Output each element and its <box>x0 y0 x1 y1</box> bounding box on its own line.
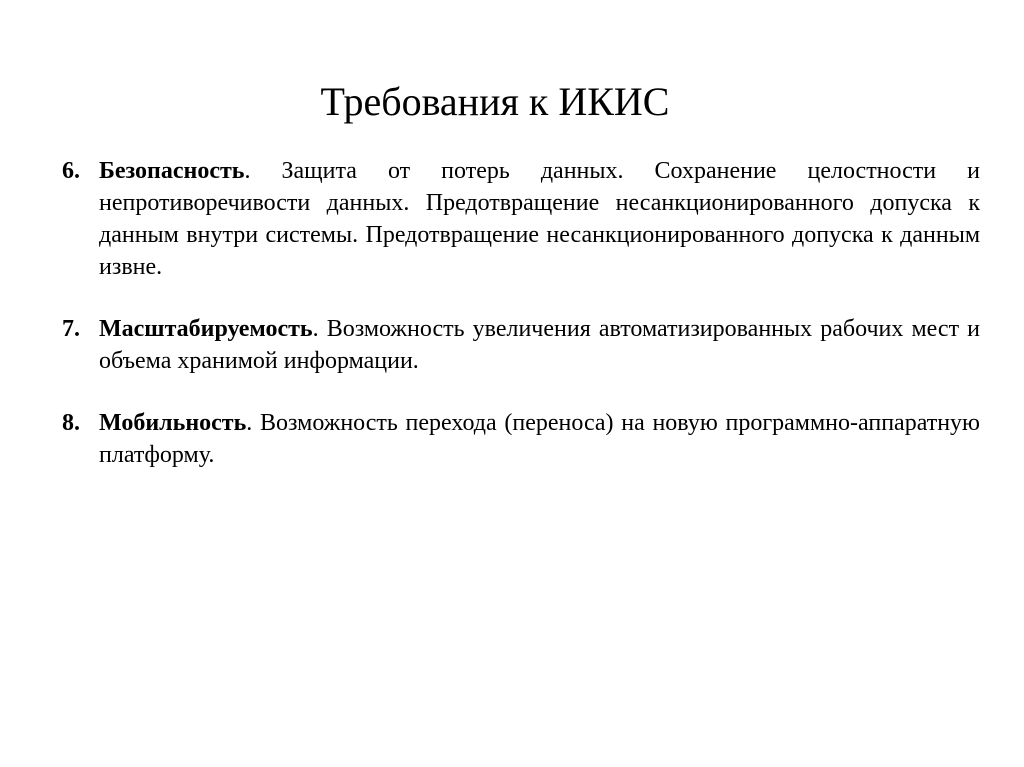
requirement-term: Мобильность <box>99 410 247 436</box>
requirement-item-scalability <box>62 313 980 377</box>
requirement-description: . Возможность увеличения автоматизированных рабочих мест и объема хранимой информации. <box>99 316 980 374</box>
requirement-number: 8. <box>62 410 80 436</box>
requirement-item-mobility <box>62 407 980 471</box>
slide-title: Требования к ИКИС <box>320 79 670 124</box>
requirement-term: Масштабируемость <box>99 316 313 342</box>
requirements-list <box>62 155 980 501</box>
requirement-number: 6. <box>62 158 80 184</box>
requirement-number: 7. <box>62 316 80 342</box>
requirement-item-security <box>62 155 980 283</box>
requirement-description: . Защита от потерь данных. Сохранение целостности и непротиворечивости данных. Предотвращение несанкционированного допуска к данным внутри системы. Предотвращение несанкционированного допуска к данным извне. <box>99 158 980 280</box>
requirement-description: . Возможность перехода (переноса) на новую программно-аппаратную платформу. <box>99 410 980 468</box>
requirement-term: Безопасность <box>99 158 245 184</box>
